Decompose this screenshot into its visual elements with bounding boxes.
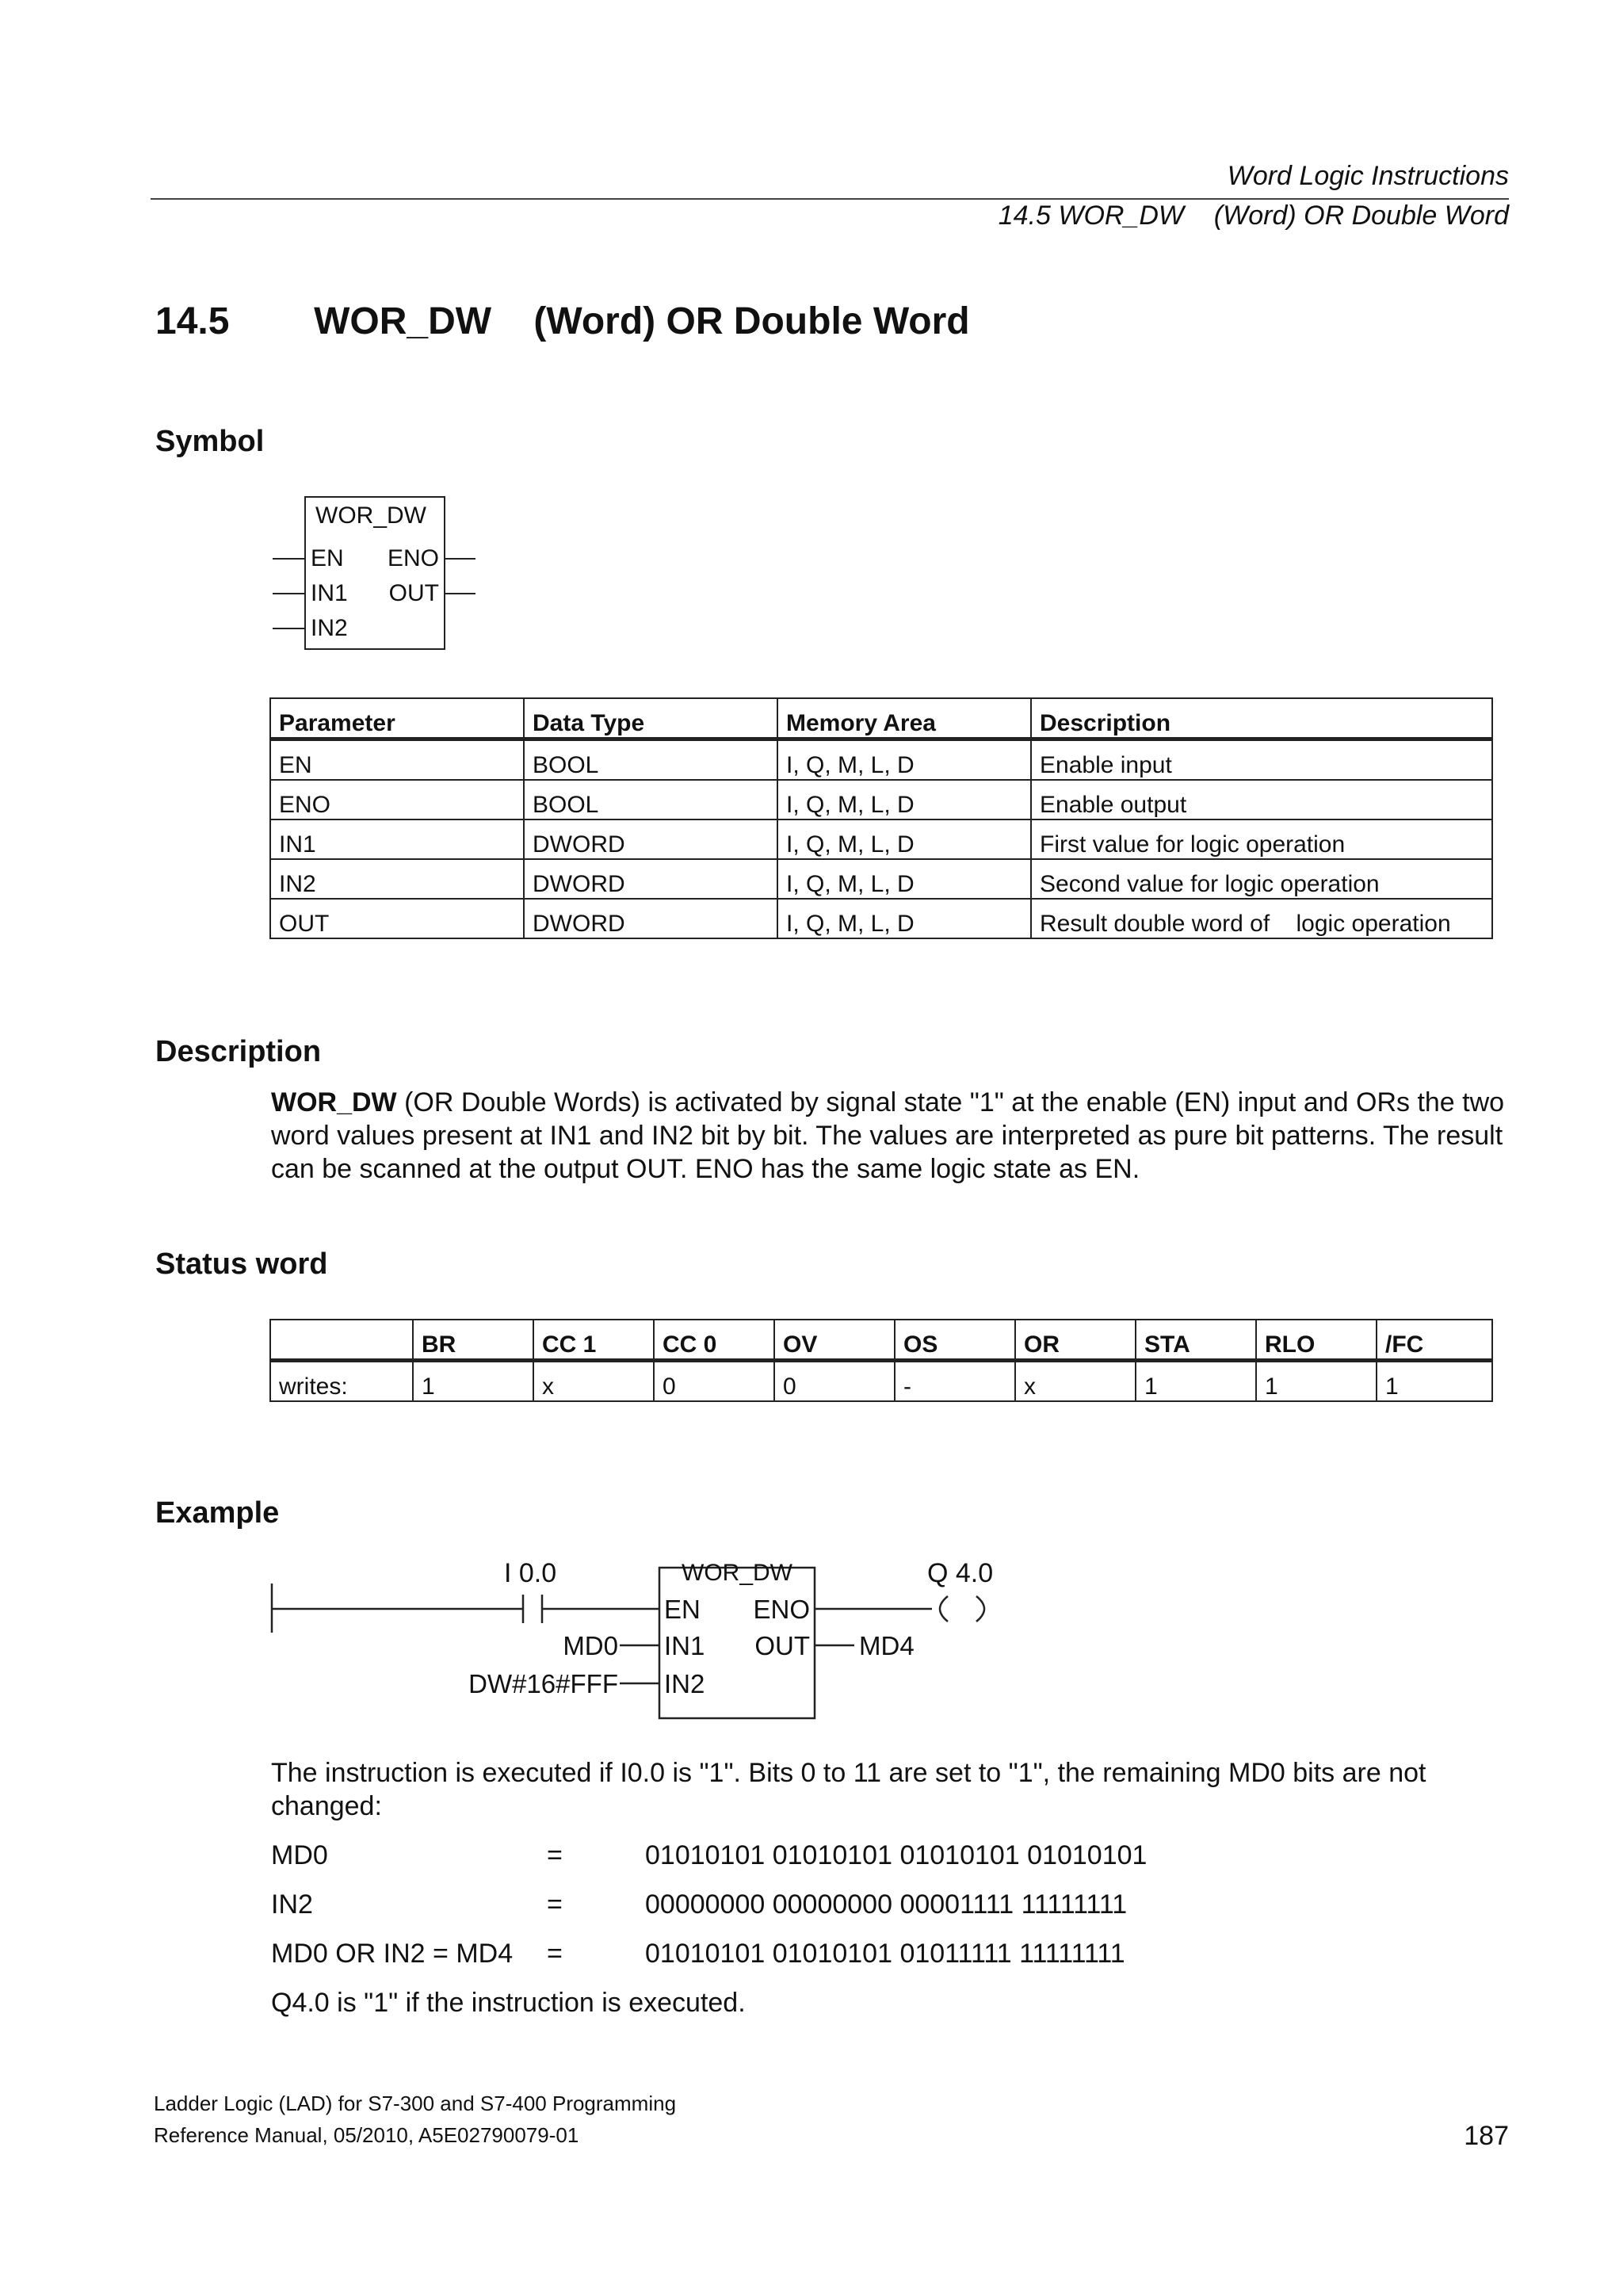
table-cell: I, Q, M, L, D <box>777 819 1031 859</box>
running-header-section: 14.5 WOR_DW (Word) OR Double Word <box>998 201 1509 231</box>
example-row-label: MD0 <box>271 1840 328 1870</box>
coil-right-arc <box>976 1596 984 1622</box>
table-cell: DWORD <box>524 899 777 938</box>
symbol-heading: Symbol <box>155 425 265 458</box>
example-row-value: 00000000 00000000 00001111 11111111 <box>645 1889 1128 1920</box>
symbol-pin-en: EN <box>311 545 344 571</box>
table-cell: BOOL <box>524 780 777 819</box>
table-cell: - <box>895 1361 1015 1402</box>
table-cell: 1 <box>1377 1361 1492 1402</box>
table-cell: EN <box>270 739 524 781</box>
in1-operand: MD0 <box>563 1631 618 1660</box>
example-pin-eno: ENO <box>753 1595 810 1624</box>
table-cell: IN2 <box>270 859 524 899</box>
out-operand: MD4 <box>859 1631 915 1660</box>
table-cell: I, Q, M, L, D <box>777 899 1031 938</box>
table-cell: Enable input <box>1031 739 1492 781</box>
example-pin-en: EN <box>664 1595 701 1624</box>
example-row-value: 01010101 01010101 01011111 11111111 <box>645 1939 1125 1969</box>
table-cell: Result double word of logic operation <box>1031 899 1492 938</box>
column-header: CC 1 <box>533 1320 654 1361</box>
example-pin-in2: IN2 <box>664 1669 705 1698</box>
description-text: (OR Double Words) is activated by signal state "1" at the enable (EN) input and ORs the two word values present at IN1 and IN2 bit by bit. The values are interpreted as pure bit patterns. The result can be scanned at the output OUT. ENO has the same logic state as EN. <box>271 1087 1505 1184</box>
column-header: Parameter <box>270 698 524 739</box>
example-text: The instruction is executed if I0.0 is "1". Bits 0 to 11 are set to "1", the remaining MD0 bits are not changed: <box>271 1758 1426 1821</box>
symbol-pin-in1: IN1 <box>311 580 348 606</box>
page-number: 187 <box>1464 2121 1509 2151</box>
table-cell: x <box>1015 1361 1136 1402</box>
symbol-pin-in2: IN2 <box>311 615 348 641</box>
table-cell: I, Q, M, L, D <box>777 739 1031 781</box>
column-header: Description <box>1031 698 1492 739</box>
example-pin-out: OUT <box>754 1631 810 1660</box>
example-box-title: WOR_DW <box>682 1560 792 1586</box>
footer-line-2: Reference Manual, 05/2010, A5E02790079-01 <box>154 2123 579 2147</box>
column-header: BR <box>413 1320 533 1361</box>
table-cell: I, Q, M, L, D <box>777 780 1031 819</box>
example-heading: Example <box>155 1496 280 1530</box>
example-row-eq: = <box>547 1840 563 1870</box>
table-cell: BOOL <box>524 739 777 781</box>
status-word-heading: Status word <box>155 1247 328 1281</box>
table-cell: writes: <box>270 1361 413 1402</box>
symbol-pin-eno: ENO <box>387 545 439 571</box>
column-header: Memory Area <box>777 698 1031 739</box>
example-result: Q4.0 is "1" if the instruction is executed. <box>271 1988 746 2018</box>
example-pin-in1: IN1 <box>664 1631 705 1660</box>
column-header: OR <box>1015 1320 1136 1361</box>
example-row-eq: = <box>547 1939 563 1969</box>
example-row-label: IN2 <box>271 1889 313 1920</box>
table-cell: x <box>533 1361 654 1402</box>
table-cell: DWORD <box>524 859 777 899</box>
table-cell: I, Q, M, L, D <box>777 859 1031 899</box>
table-cell: 1 <box>1136 1361 1256 1402</box>
table-cell: Enable output <box>1031 780 1492 819</box>
column-header: /FC <box>1377 1320 1492 1361</box>
column-header: RLO <box>1256 1320 1377 1361</box>
column-header: STA <box>1136 1320 1256 1361</box>
column-header: OV <box>774 1320 895 1361</box>
symbol-box-title: WOR_DW <box>315 502 426 529</box>
column-header: Data Type <box>524 698 777 739</box>
section-title: 14.5 WOR_DW (Word) OR Double Word <box>155 300 970 342</box>
contact-label: I 0.0 <box>504 1558 557 1588</box>
running-header-chapter: Word Logic Instructions <box>1227 161 1509 191</box>
table-cell: DWORD <box>524 819 777 859</box>
column-header: OS <box>895 1320 1015 1361</box>
table-cell: First value for logic operation <box>1031 819 1492 859</box>
table-cell: 1 <box>1256 1361 1377 1402</box>
description-heading: Description <box>155 1035 322 1068</box>
in2-operand: DW#16#FFF <box>468 1669 618 1698</box>
example-row-label: MD0 OR IN2 = MD4 <box>271 1939 514 1969</box>
symbol-pin-out: OUT <box>388 580 439 606</box>
table-cell: OUT <box>270 899 524 938</box>
example-row-eq: = <box>547 1889 563 1920</box>
column-header: CC 0 <box>654 1320 774 1361</box>
description-lead: WOR_DW <box>271 1087 397 1117</box>
table-cell: 1 <box>413 1361 533 1402</box>
footer-line-1: Ladder Logic (LAD) for S7-300 and S7-400 Programming <box>154 2092 677 2115</box>
table-cell: Second value for logic operation <box>1031 859 1492 899</box>
table-cell: 0 <box>654 1361 774 1402</box>
table-cell: ENO <box>270 780 524 819</box>
coil-label: Q 4.0 <box>927 1558 994 1588</box>
table-cell: IN1 <box>270 819 524 859</box>
example-row-value: 01010101 01010101 01010101 01010101 <box>645 1840 1148 1870</box>
table-cell: 0 <box>774 1361 895 1402</box>
coil-left-arc <box>940 1596 948 1622</box>
